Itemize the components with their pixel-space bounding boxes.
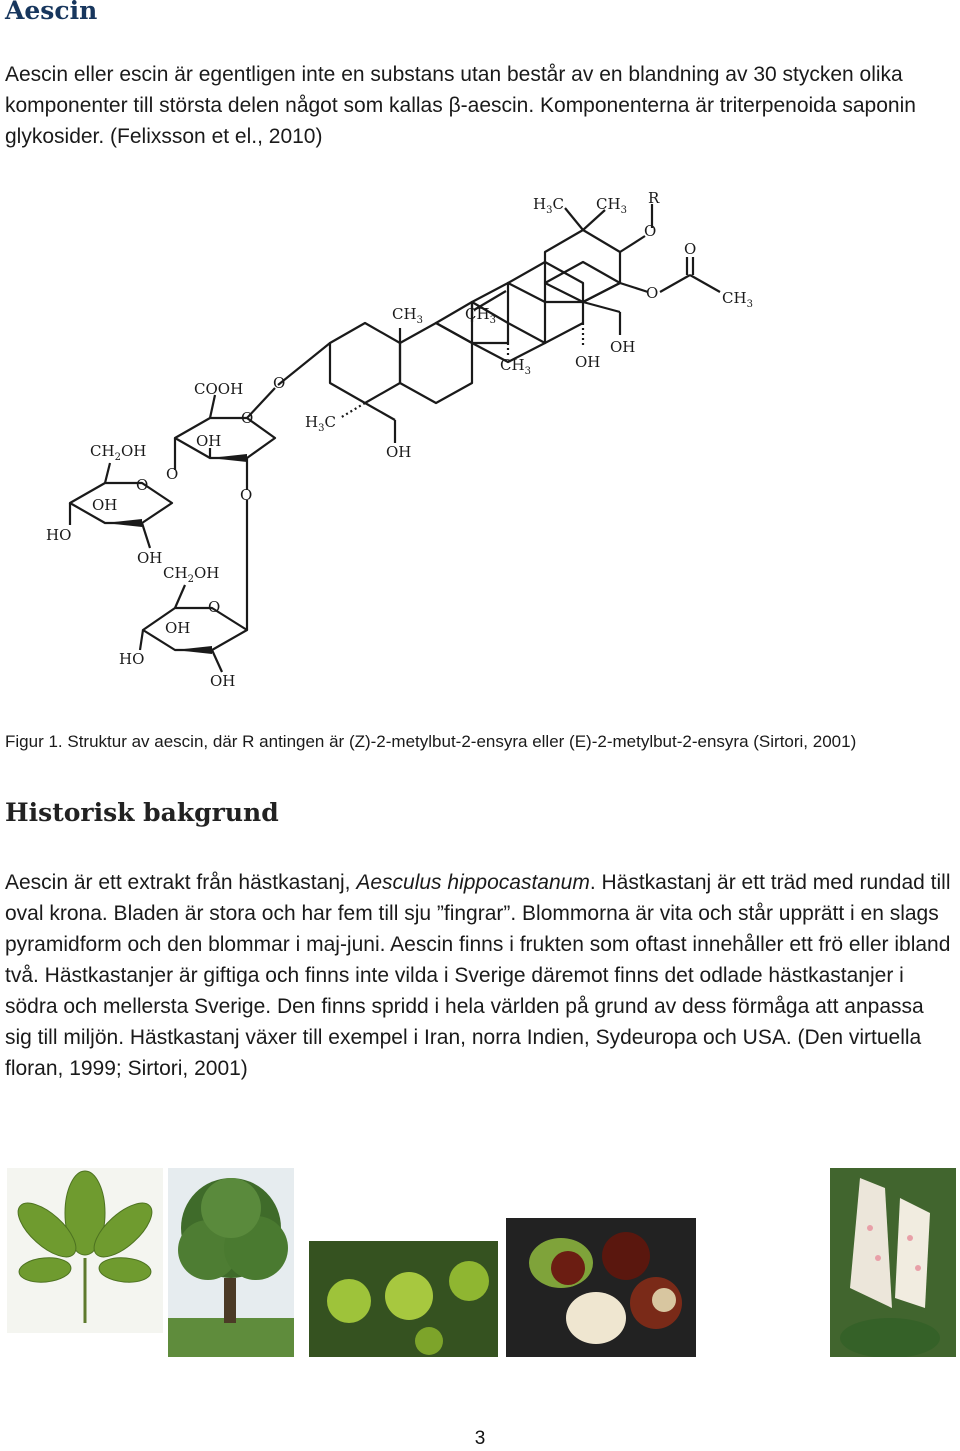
label-ch3-c: $CH_3$ [500,356,531,377]
page-number: 3 [474,1428,486,1449]
label-ch3-top: $CH_3$ [596,195,627,216]
label-o-link2: O [240,486,253,504]
label-oh-ring3: OH [165,619,191,637]
label-ch2oh-2: $CH_2OH$ [163,564,220,585]
label-oh-low: OH [386,443,412,461]
photo-chestnuts [506,1218,696,1357]
label-o-keto: O [684,240,697,258]
history-text-before: Aescin är ett extrakt från hästkastanj, [5,871,357,894]
photo-flower-panicle [830,1168,956,1357]
label-ch2oh-1: $CH_2OH$ [90,442,147,463]
figure-caption: Figur 1. Struktur av aescin, där R antingen är (Z)-2-metylbut-2-ensyra eller (E)-2-metylbut-2-ensyra (Sirtori, 2001) [5,732,857,751]
label-ch3-b: $CH_3$ [465,305,496,326]
sugar-ring-2 [70,483,172,523]
label-o-glyc: O [273,374,286,392]
sugar-ring-3 [143,608,247,650]
ring-a [330,323,400,403]
label-o-ring1: O [241,409,254,427]
label-o-ester: O [646,284,659,302]
label-o-link1: O [166,465,179,483]
label-oh-c16: OH [575,353,601,371]
label-ch3-a: $CH_3$ [392,305,423,326]
label-oh-bottom: OH [210,672,236,690]
label-oh-mid: OH [137,549,163,567]
label-r: R [648,189,660,207]
photo-leaf [7,1168,163,1333]
label-h3c-top: $H_3C$ [533,195,564,216]
label-ho-ring3: HO [119,650,145,668]
history-title: Historisk bakgrund [5,798,279,827]
history-text-after: . Hästkastanj är ett träd med rundad till oval krona. Bladen är stora och har fem till sju ”fingrar”. Blommorna är vita och står upprätt i en slags pyramidform och den blommar i maj-juni. Aescin finns i frukten som oftast innehåller ett frö eller ibland två. Hästkastanjer är giftiga och finns inte vilda i Sverige däremot finns det odlade hästkastanjer i södra och mellersta Sverige. Den finns spridd i hela världen på grund av dess förmåga att anpassa sig till miljön. Hästkastanj växer till exempel i Iran, norra Indien, Sydeuropa och USA. (Den virtuella floran, 1999; Sirtori, 2001) [5,871,951,1080]
label-ch3-acetyl: $CH_3$ [722,289,753,310]
photo-spiky-fruits [309,1241,498,1357]
ring-b [400,323,472,403]
label-o-r: O [644,222,657,240]
history-paragraph [5,867,955,1084]
label-oh-c21: OH [610,338,636,356]
label-oh-ring2: OH [92,496,118,514]
label-o-ring3: O [208,598,221,616]
species-name: Aesculus hippocastanum [356,871,590,894]
label-o-ring2: O [136,476,149,494]
label-oh-ring1: OH [196,432,222,450]
sugar-ring-1 [175,418,275,458]
label-cooh: COOH [194,380,244,398]
photo-tree [168,1168,294,1357]
label-h3c-low: $H_3C$ [305,413,336,434]
label-ho-ring2: HO [46,526,72,544]
intro-paragraph: Aescin eller escin är egentligen inte en substans utan består av en blandning av 30 stycken olika komponenter till största delen något som kallas β-aescin. Komponenterna är triterpenoida saponin glykosider. (Felixsson et el., 2010) [5,63,916,148]
aescin-structure-diagram [0,180,960,700]
section-title: Aescin [5,0,98,25]
